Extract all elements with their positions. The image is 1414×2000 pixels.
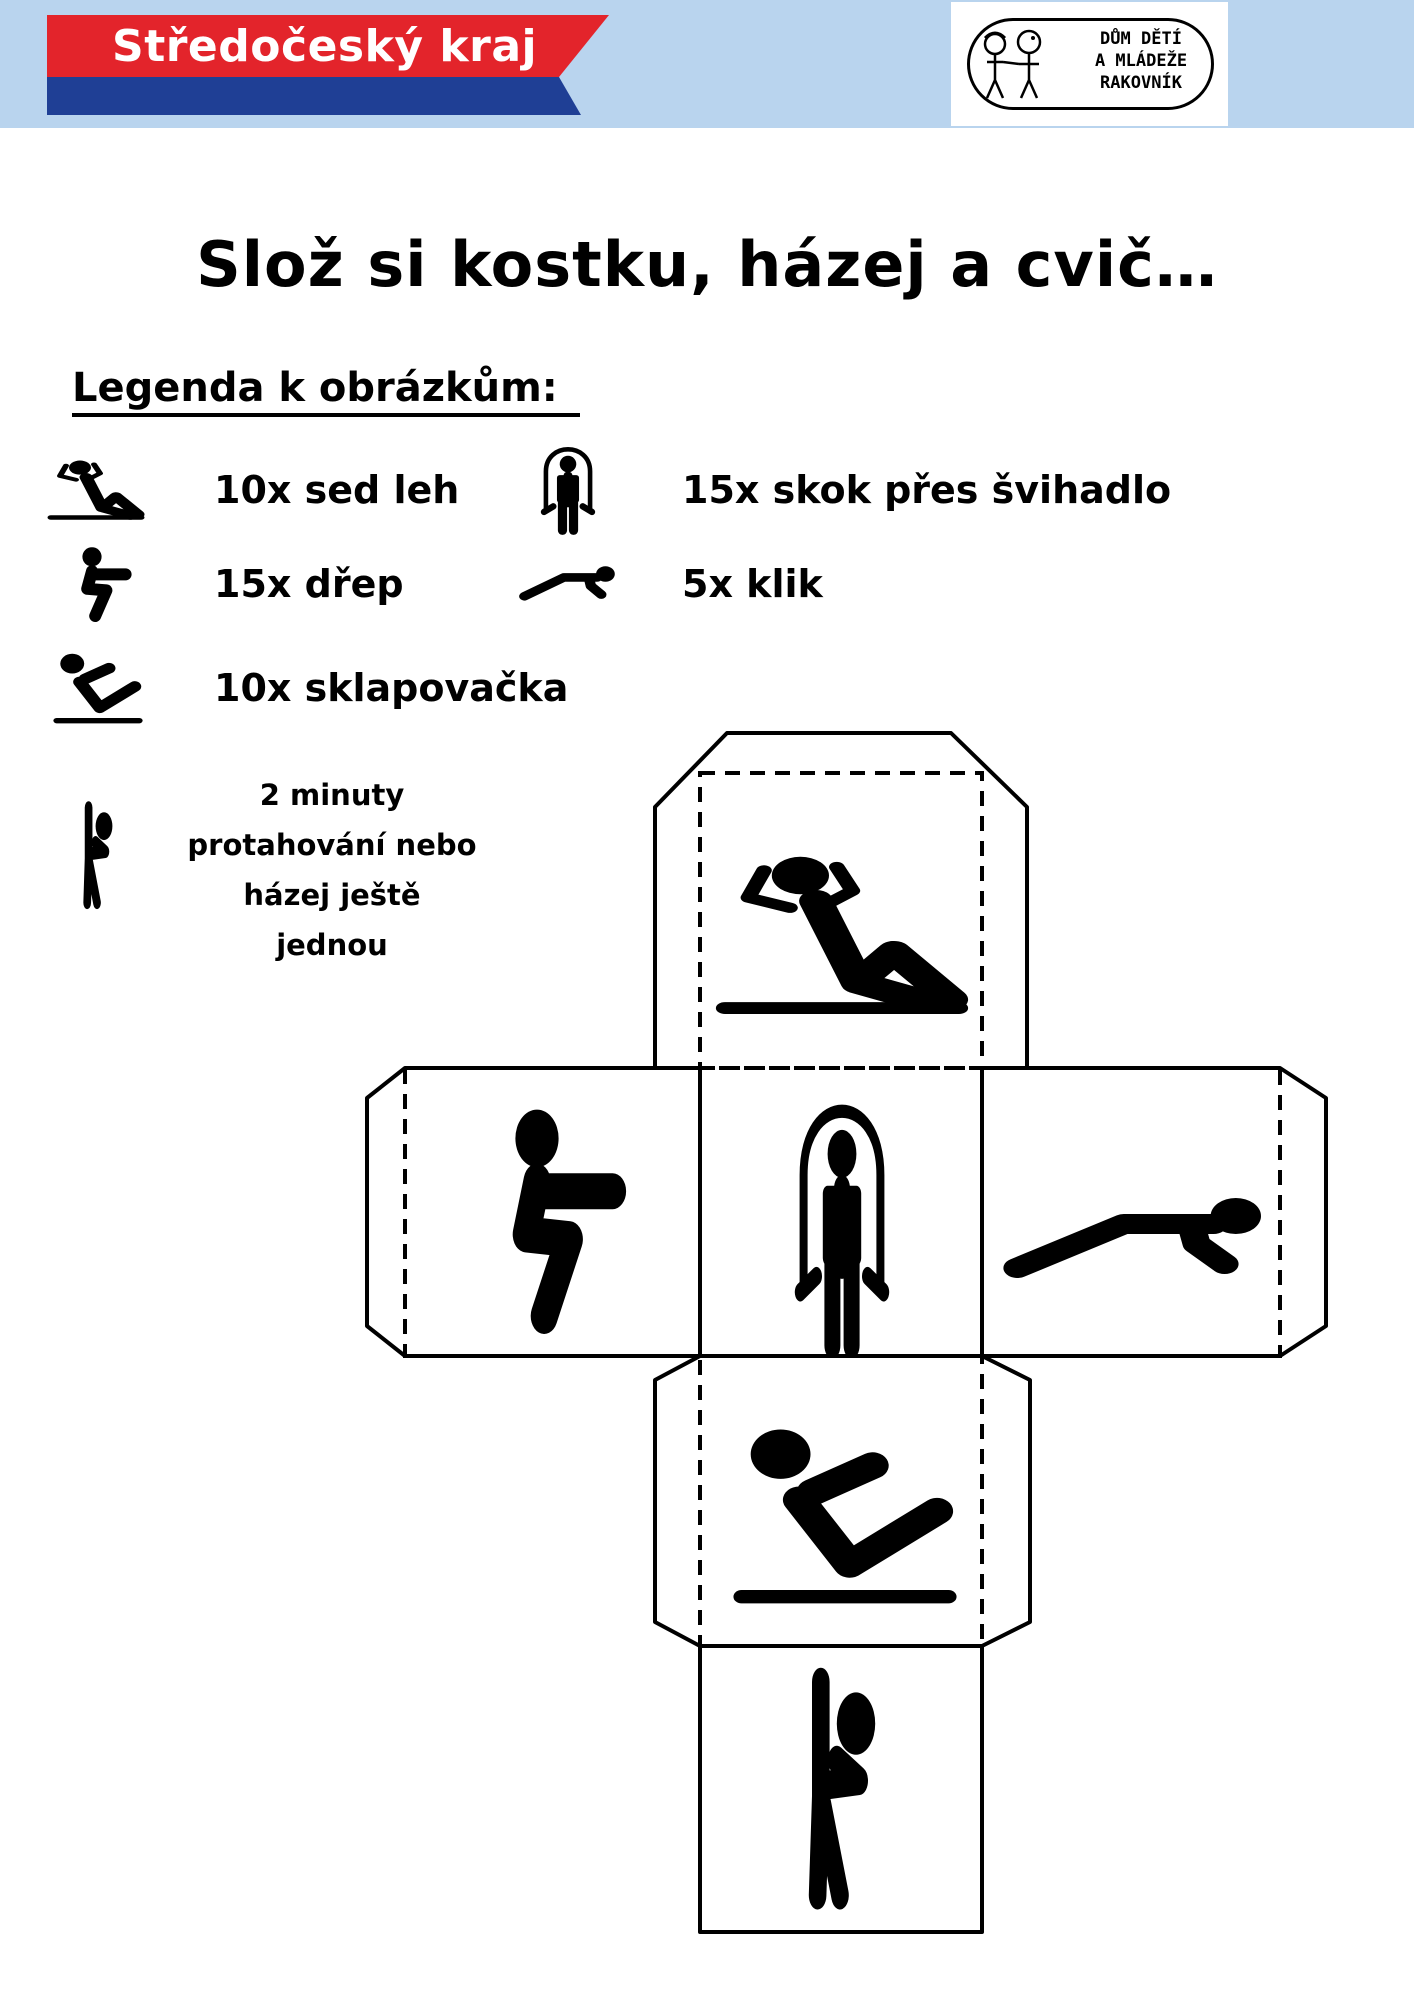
page-title: Slož si kostku, házej a cvič…	[196, 228, 1218, 301]
legend-item-push-up: 5x klik	[682, 562, 823, 606]
organization-logo-line: RAKOVNÍK	[1100, 73, 1182, 93]
die-face-sit-up-icon	[725, 857, 959, 1008]
die-face-push-up-icon	[1017, 1198, 1261, 1268]
legend-stretch-line: jednou	[276, 928, 388, 962]
legend-item-sit-up: 10x sed leh	[214, 468, 460, 512]
die-face-jump-rope-icon	[800, 1111, 883, 1345]
legend-stretch-line: házej ještě	[243, 878, 421, 912]
organization-logo-line: A MLÁDEŽE	[1094, 51, 1188, 71]
die-face-squat-icon	[515, 1110, 612, 1316]
organization-logo-line: DŮM DĚTÍ	[1100, 29, 1182, 49]
legend-heading: Legenda k obrázkům:	[72, 363, 580, 417]
legend-stretch-line: 2 minuty	[259, 778, 405, 812]
legend-item-jump-rope: 15x skok přes švihadlo	[682, 468, 1172, 512]
legend-item-v-up: 10x sklapovačka	[214, 666, 569, 710]
region-logo-text: Středočeský kraj	[112, 21, 538, 72]
die-face-v-up-icon	[742, 1430, 949, 1597]
legend-stretch-line: protahování nebo	[187, 828, 477, 862]
legend-item-squat: 15x dřep	[214, 562, 404, 606]
die-face-stretch-icon	[818, 1682, 876, 1895]
